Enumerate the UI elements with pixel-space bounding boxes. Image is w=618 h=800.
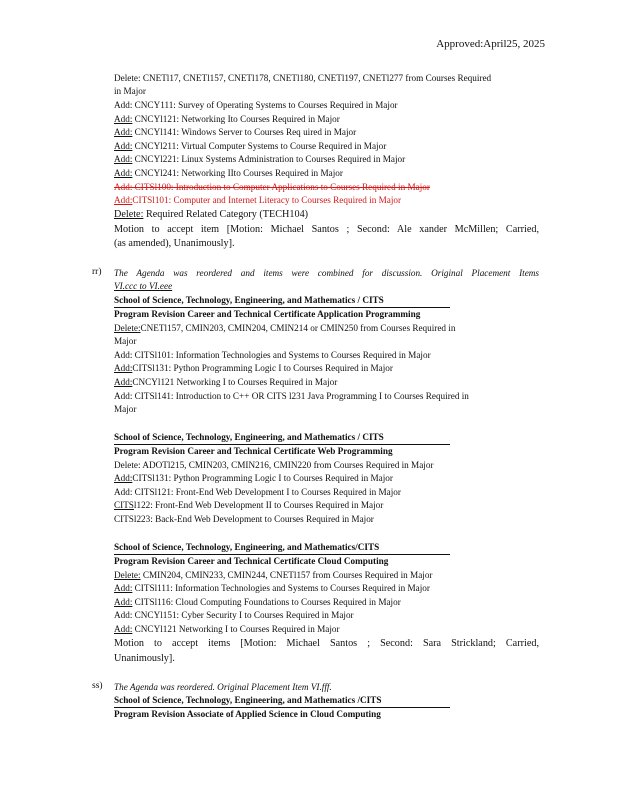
add-prefix: Add:: [114, 127, 133, 137]
delete-line: [114, 569, 539, 583]
add-text: CNCYl241: Networking IIto Courses Required in Major: [132, 168, 343, 178]
add-line: Add: CNCY111: Survey of Operating Systems to Courses Required in Major: [114, 100, 398, 110]
delete-prefix: Delete:: [114, 323, 141, 333]
add-item: [114, 140, 539, 154]
delete-line: Delete: ADOTl215, CMIN203, CMIN216, CMIN220 from Courses Required in Major: [114, 460, 434, 470]
program-heading: School of Science, Technology, Engineering, and Mathematics / CITS: [114, 432, 384, 442]
add-prefix: Add:: [114, 168, 133, 178]
add-prefix: Add:: [114, 377, 133, 387]
add-item: [114, 167, 539, 181]
add-prefix: Add:: [114, 583, 133, 593]
program-title: Program Revision Career and Technical Certificate Cloud Computing: [114, 556, 389, 566]
add-line: [114, 499, 539, 513]
add-text: CITSl111: Information Technologies and Systems to Courses Required in Major: [132, 583, 430, 593]
program-title: Program Revision Associate of Applied Science in Cloud Computing: [114, 709, 381, 719]
inserted-add-line: [114, 194, 539, 208]
delete-line: [114, 322, 539, 336]
motion-line: Motion to accept items [Motion: Michael Santos ; Second: Sara Strickland; Carried,: [114, 638, 539, 649]
add-line: [114, 596, 539, 610]
add-text: CNCYl121 Networking I to Courses Required in Major: [132, 624, 340, 634]
agenda-note: The Agenda was reordered. Original Placement Item VI.fff.: [114, 682, 332, 692]
motion-line-cont: Unanimously].: [114, 653, 175, 664]
add-line: Add: CITSl121: Front-End Web Development I to Courses Required in Major: [114, 487, 401, 497]
add-item: [114, 126, 539, 140]
add-item: [114, 113, 539, 127]
program-heading: School of Science, Technology, Engineering, and Mathematics / CITS: [114, 295, 384, 305]
add-prefix: Add:: [114, 363, 133, 373]
program-heading: School of Science, Technology, Engineering, and Mathematics /CITS: [114, 695, 382, 705]
delete-text: Required Related Category (TECH104): [143, 209, 309, 220]
add-text: CITSl131: Python Programming Logic I to Courses Required in Major: [132, 473, 393, 483]
delete-text: CMIN204, CMIN233, CMIN244, CNETl157 from Courses Required in Major: [140, 570, 433, 580]
add-line: [114, 376, 539, 390]
add-line: CITSl223: Back-End Web Development to Courses Required in Major: [114, 514, 374, 524]
delete-line-cont: Major: [114, 336, 137, 346]
add-text: CNCYl141: Windows Server to Courses Req uired in Major: [132, 127, 357, 137]
delete-prefix: Delete:: [114, 209, 144, 220]
add-text: CITSl131: Python Programming Logic I to Courses Required in Major: [132, 363, 393, 373]
add-text: CNCYl121 Networking I to Courses Required in Major: [132, 377, 338, 387]
struck-add-line: Add: CITSl100: Introduction to Computer Applications to Courses Required in Major: [114, 182, 430, 192]
add-text: CNCYl121: Networking Ito Courses Required in Major: [132, 114, 340, 124]
add-prefix: Add:: [114, 154, 133, 164]
agenda-note: The Agenda was reordered and items were combined for discussion. Original Placement Items: [114, 268, 539, 278]
delete-text: CNETl157, CMIN203, CMIN204, CMIN214 or CMIN250 from Courses Required in: [140, 323, 456, 333]
add-line: [114, 623, 539, 637]
add-prefix: Add:: [114, 114, 133, 124]
motion-line-cont: (as amended), Unanimously].: [114, 238, 235, 249]
add-line: Add: CITSl101: Information Technologies and Systems to Courses Required in Major: [114, 350, 431, 360]
add-line: Add: CNCYl151: Cyber Security I to Courses Required in Major: [114, 610, 354, 620]
add-text: CITSl116: Cloud Computing Foundations to Courses Required in Major: [132, 597, 401, 607]
add-line: [114, 472, 539, 486]
course-prefix: CITS: [114, 500, 134, 510]
program-title: Program Revision Career and Technical Certificate Web Programming: [114, 446, 393, 456]
delete-line: Delete: CNETl17, CNETl157, CNETl178, CNETl180, CNETl197, CNETl277 from Courses Required: [114, 73, 492, 83]
delete-line-cont: in Major: [114, 86, 146, 96]
add-prefix: Add:: [114, 141, 133, 151]
add-text: CITSl101: Computer and Internet Literacy to Courses Required in Major: [132, 195, 402, 205]
motion-line: Motion to accept item [Motion: Michael Santos ; Second: Ale xander McMillen; Carried,: [114, 224, 539, 235]
item-marker: ss): [92, 681, 103, 691]
add-text: CNCYl211: Virtual Computer Systems to Course Required in Major: [132, 141, 387, 151]
delete-prefix: Delete:: [114, 570, 141, 580]
add-text: CNCYl221: Linux Systems Administration to Courses Required in Major: [132, 154, 406, 164]
add-prefix: Add:: [114, 473, 133, 483]
add-line: [114, 582, 539, 596]
agenda-note-cont: VI.ccc to VI.eee: [114, 281, 173, 291]
add-item: [114, 153, 539, 167]
delete-related-line: [114, 208, 539, 222]
program-title: Program Revision Career and Technical Certificate Application Programming: [114, 309, 421, 319]
add-prefix: Add:: [114, 597, 133, 607]
add-line-cont: Major: [114, 404, 137, 414]
add-prefix: Add:: [114, 195, 133, 205]
approval-date: Approved:April25, 2025: [436, 38, 545, 50]
add-text: l122: Front-End Web Development II to Courses Required in Major: [133, 500, 384, 510]
add-prefix: Add:: [114, 624, 133, 634]
add-line: Add: CITSl141: Introduction to C++ OR CITS l231 Java Programming I to Courses Required in: [114, 391, 469, 401]
item-marker: rr): [92, 267, 102, 277]
add-line: [114, 362, 539, 376]
program-heading: School of Science, Technology, Engineering, and Mathematics/CITS: [114, 542, 380, 552]
